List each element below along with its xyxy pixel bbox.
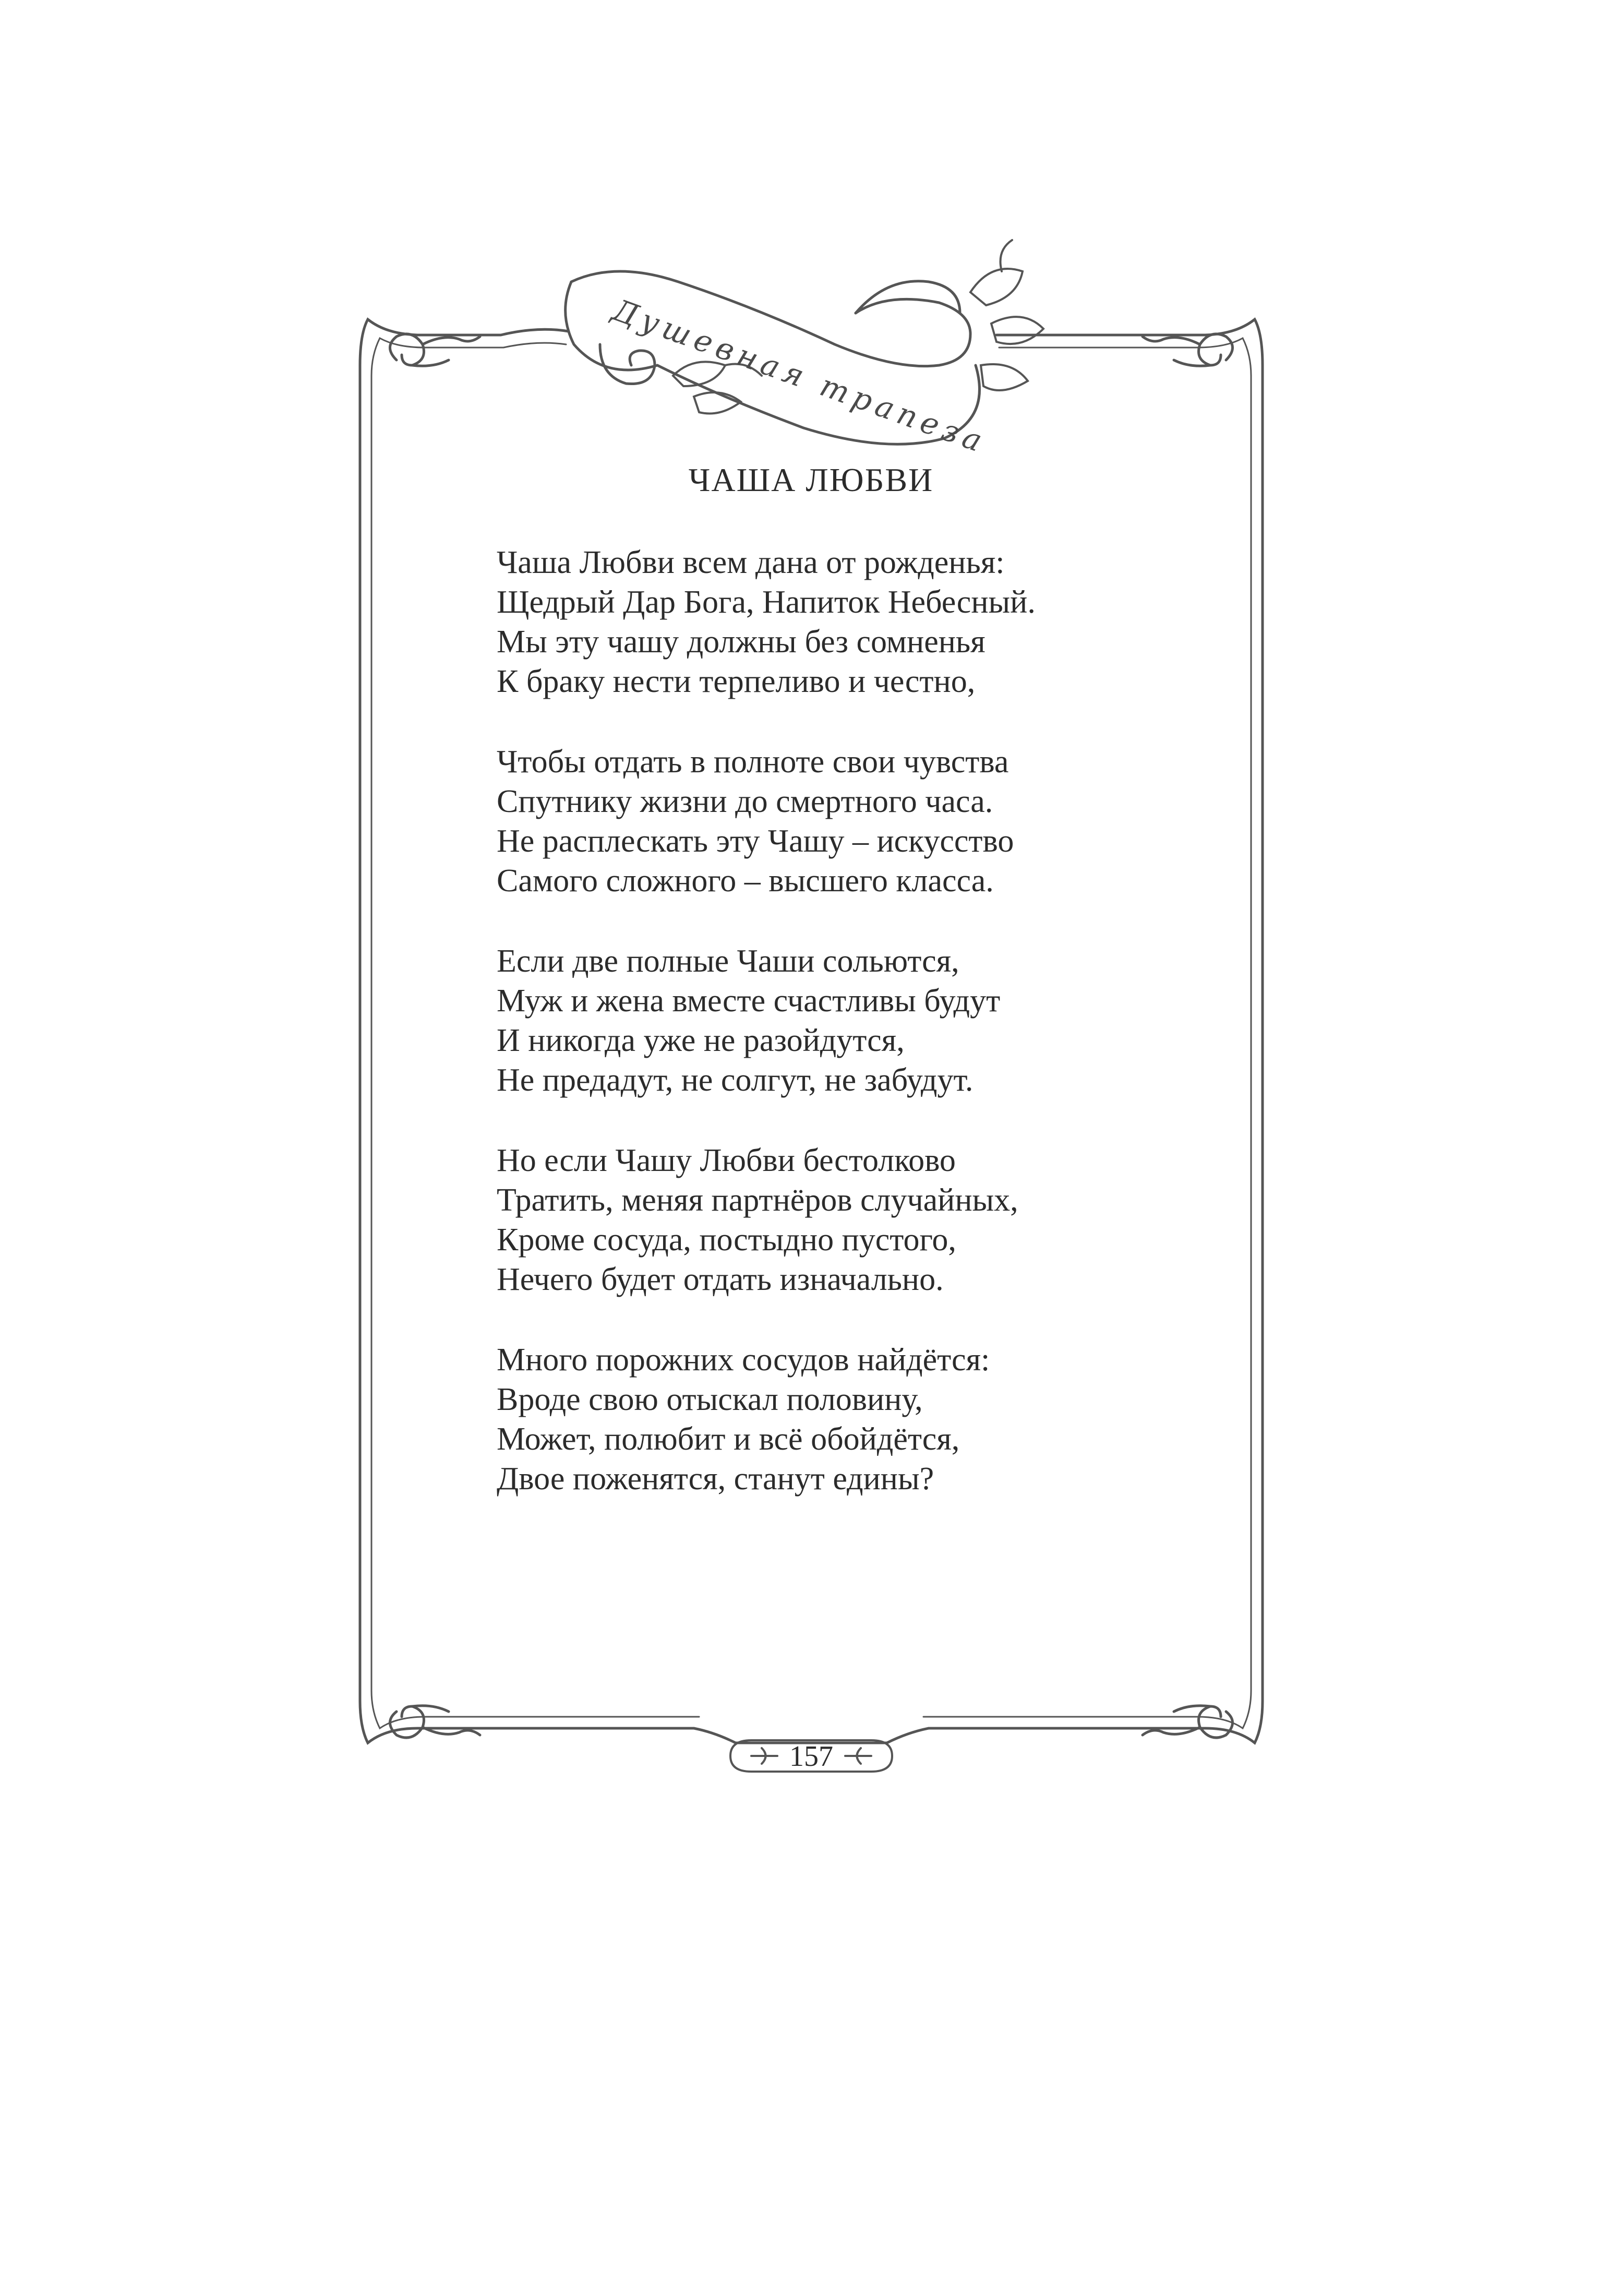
leaf-ornament-right bbox=[970, 240, 1043, 390]
poem-title: ЧАША ЛЮБВИ bbox=[688, 461, 934, 498]
stanza-5 bbox=[497, 1340, 1331, 1499]
bottom-right-scroll-ornament bbox=[1143, 1706, 1233, 1738]
stanza-3 bbox=[497, 941, 1331, 1100]
poem-line: Нечего будет отдать изначально. bbox=[497, 1262, 944, 1297]
poem-line: Чтобы отдать в полноте свои чувства bbox=[497, 744, 1009, 780]
poem-body bbox=[497, 543, 1331, 1539]
top-right-scroll-ornament bbox=[1143, 334, 1233, 366]
poem-line: Чаша Любви всем дана от рожденья: bbox=[497, 545, 1005, 580]
poem-line: К браку нести терпеливо и честно, bbox=[497, 664, 976, 699]
poem-line: И никогда уже не разойдутся, bbox=[497, 1023, 905, 1058]
poem-line: Самого сложного – высшего класса. bbox=[497, 863, 994, 899]
poem-line: Щедрый Дар Бога, Напиток Небесный. bbox=[497, 584, 1036, 620]
poem-line: Муж и жена вместе счастливы будут bbox=[497, 983, 1001, 1019]
poem-line: Много порожних сосудов найдётся: bbox=[497, 1342, 990, 1378]
page-number: 157 bbox=[789, 1740, 833, 1773]
stanza-2 bbox=[497, 742, 1331, 901]
poem-line: Может, полюбит и всё обойдётся, bbox=[497, 1421, 960, 1457]
poem-line: Спутнику жизни до смертного часа. bbox=[497, 784, 993, 819]
poem-line: Не предадут, не солгут, не забудут. bbox=[497, 1062, 974, 1098]
poem-line: Вроде свою отыскал половину, bbox=[497, 1382, 923, 1417]
poem-line: Кроме сосуда, постыдно пустого, bbox=[497, 1222, 956, 1258]
poem-line: Не расплескать эту Чашу – искусство bbox=[497, 823, 1014, 859]
top-left-scroll-ornament bbox=[390, 334, 480, 366]
stanza-1 bbox=[497, 543, 1331, 701]
poem-line: Мы эту чашу должны без сомненья bbox=[497, 624, 986, 660]
poem-line: Но если Чашу Любви бестолково bbox=[497, 1143, 956, 1178]
poem-line: Если две полные Чаши сольются, bbox=[497, 943, 959, 979]
bottom-left-scroll-ornament bbox=[390, 1706, 480, 1738]
header-banner-text: Душевная трапеза bbox=[608, 292, 992, 461]
poem-line: Двое поженятся, станут едины? bbox=[497, 1461, 934, 1497]
stanza-4 bbox=[497, 1141, 1331, 1299]
poem-line: Тратить, меняя партнёров случайных, bbox=[497, 1182, 1018, 1218]
